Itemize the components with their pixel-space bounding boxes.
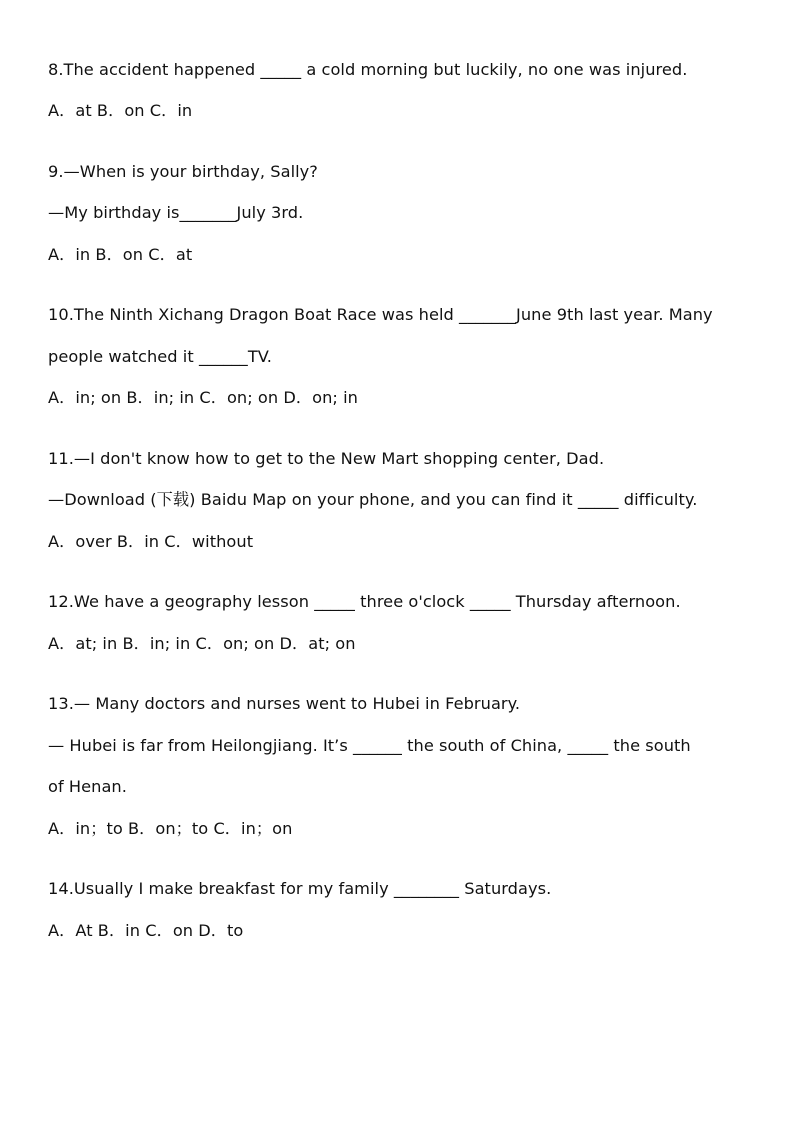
question-12-options: A．at; in B．in; in C．on; on D．at; on [48,634,356,653]
question-8-options: A．at B．on C．in [48,101,193,120]
question-10-stem: 10.The Ninth Xichang Dragon Boat Race was held _______June 9th last year. Many [48,305,713,324]
question-13-stem-line-3: of Henan. [48,777,127,796]
question-14-options: A．At B．in C．on D．to [48,921,244,940]
question-11-options: A．over B．in C．without [48,532,254,551]
question-13-stem-line-2: — Hubei is far from Heilongjiang. It’s ______ the south of China, _____ the south [48,736,691,755]
question-9-options: A．in B．on C．at [48,245,193,264]
question-11-stem-line-2: —Download (下载) Baidu Map on your phone, and you can find it _____ difficulty. [48,490,698,509]
question-14-stem: 14.Usually I make breakfast for my family ________ Saturdays. [48,879,552,898]
question-9-stem-line-2: —My birthday is_______July 3rd. [48,203,304,222]
question-10-options: A．in; on B．in; in C．on; on D．on; in [48,388,358,407]
question-12-stem: 12.We have a geography lesson _____ three o'clock _____ Thursday afternoon. [48,592,681,611]
question-10-stem-line-2: people watched it ______TV. [48,347,272,366]
question-13-stem: 13.— Many doctors and nurses went to Hubei in February. [48,694,521,713]
question-13-options: A．in；to B．on；to C．in；on [48,819,293,838]
question-9-stem: 9.—When is your birthday, Sally? [48,162,318,181]
question-11-stem: 11.—I don't know how to get to the New Mart shopping center, Dad. [48,449,605,468]
question-8-stem: 8.The accident happened _____ a cold morning but luckily, no one was injured. [48,60,688,79]
